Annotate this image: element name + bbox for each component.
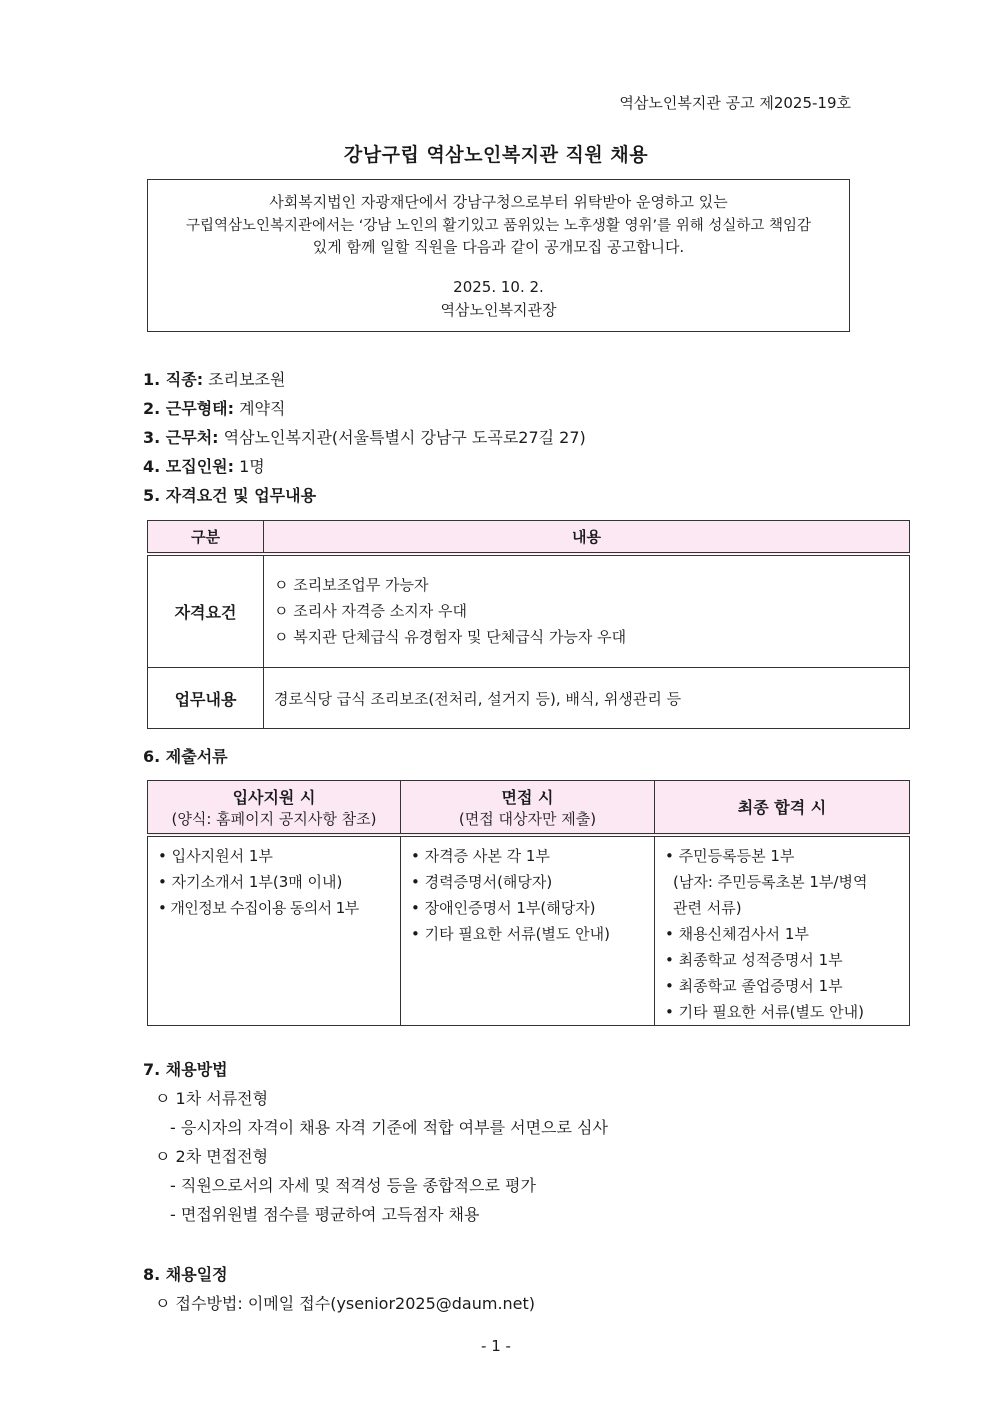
section-qualifications	[143, 483, 316, 506]
duty-label: 업무내용	[148, 668, 264, 729]
intro-line-3: 있게 함께 일할 직원을 다음과 같이 공개모집 공고합니다.	[312, 238, 685, 256]
documents-table	[147, 780, 910, 1026]
header-title: 면접 시	[501, 787, 554, 807]
section-workplace	[143, 425, 586, 448]
table-header-category: 구분	[148, 521, 264, 554]
section-value: 계약직	[234, 399, 286, 418]
section-label: 4. 모집인원:	[143, 457, 235, 476]
list-item: • 개인정보 수집이용 동의서 1부	[158, 898, 359, 917]
list-item: 관련 서류)	[673, 898, 742, 917]
qualification-content	[264, 554, 910, 668]
list-item: • 장애인증명서 1부(해당자)	[411, 898, 596, 917]
list-item: • 입사지원서 1부	[158, 846, 273, 865]
header-title: 입사지원 시	[232, 787, 316, 807]
list-item: • 채용신체검사서 1부	[665, 924, 809, 943]
duty-content: 경로식당 급식 조리보조(전처리, 설거지 등), 배식, 위생관리 등	[264, 668, 910, 729]
table-header-final	[655, 781, 910, 835]
list-item: ㅇ 조리보조업무 가능자	[274, 576, 429, 595]
page-title: 강남구립 역삼노인복지관 직원 채용	[343, 144, 649, 166]
section-schedule	[143, 1262, 228, 1285]
list-item: • 경력증명서(해당자)	[411, 872, 553, 891]
list-item: ㅇ 조리사 자격증 소지자 우대	[274, 602, 467, 621]
table-header-application	[148, 781, 401, 835]
list-item: • 자격증 사본 각 1부	[411, 846, 550, 865]
list-item: • 최종학교 졸업증명서 1부	[665, 976, 843, 995]
table-header-interview	[401, 781, 655, 835]
list-item: ㅇ 복지관 단체급식 유경험자 및 단체급식 가능자 우대	[274, 628, 627, 647]
qualification-label: 자격요건	[148, 554, 264, 668]
intro-date: 2025. 10. 2.	[453, 278, 544, 296]
section-label: 1. 직종:	[143, 370, 204, 389]
intro-line-1: 사회복지법인 자광재단에서 강남구청으로부터 위탁받아 운영하고 있는	[269, 193, 728, 211]
table-header-content: 내용	[264, 521, 910, 554]
list-item: • 기타 필요한 서류(별도 안내)	[411, 924, 611, 943]
section-label: 8. 채용일정	[143, 1265, 228, 1284]
intro-box	[147, 179, 850, 332]
section-value: 조리보조원	[203, 370, 286, 389]
section-headcount	[143, 454, 265, 477]
header-title: 최종 합격 시	[737, 798, 827, 818]
section-label: 7. 채용방법	[143, 1060, 228, 1079]
section-label: 3. 근무처:	[143, 428, 219, 447]
final-docs	[655, 835, 910, 1026]
qualification-table	[147, 520, 910, 729]
method-step-2-desc-2: - 면접위원별 점수를 평균하여 고득점자 채용	[170, 1205, 480, 1224]
method-step-2-desc-1: - 직원으로서의 자세 및 적격성 등을 종합적으로 평가	[170, 1176, 536, 1195]
section-value: 1명	[234, 457, 265, 476]
list-item: • 최종학교 성적증명서 1부	[665, 950, 843, 969]
section-label: 5. 자격요건 및 업무내용	[143, 486, 317, 505]
section-job-type	[143, 367, 285, 390]
section-label: 2. 근무형태:	[143, 399, 235, 418]
schedule-item-1: ㅇ 접수방법: 이메일 접수(ysenior2025@daum.net)	[155, 1294, 536, 1313]
notice-number: 역삼노인복지관 공고 제2025-19호	[619, 94, 851, 112]
intro-line-2: 구립역삼노인복지관에서는 ‘강남 노인의 활기있고 품위있는 노후생활 영위’를 위해 성실하고 책임감	[186, 218, 811, 234]
method-step-1-desc: - 응시자의 자격이 채용 자격 기준에 적합 여부를 서면으로 심사	[170, 1118, 608, 1137]
section-method	[143, 1057, 228, 1080]
intro-signer: 역삼노인복지관장	[440, 301, 557, 319]
method-step-1: ㅇ 1차 서류전형	[155, 1089, 269, 1108]
list-item: • 주민등록등본 1부	[665, 846, 795, 865]
application-docs	[148, 835, 401, 1026]
header-subtitle: (면접 대상자만 제출)	[458, 809, 597, 828]
section-employment-type	[143, 396, 285, 419]
list-item: (남자: 주민등록초본 1부/병역	[673, 872, 868, 891]
section-documents	[143, 744, 228, 767]
header-subtitle: (양식: 홈페이지 공지사항 참조)	[171, 809, 377, 828]
page-number: - 1 -	[481, 1337, 511, 1355]
list-item: • 자기소개서 1부(3매 이내)	[158, 872, 343, 891]
interview-docs	[401, 835, 655, 1026]
section-label: 6. 제출서류	[143, 747, 228, 766]
method-step-2: ㅇ 2차 면접전형	[155, 1147, 269, 1166]
list-item: • 기타 필요한 서류(별도 안내)	[665, 1002, 865, 1021]
section-value: 역삼노인복지관(서울특별시 강남구 도곡로27길 27)	[218, 428, 586, 447]
